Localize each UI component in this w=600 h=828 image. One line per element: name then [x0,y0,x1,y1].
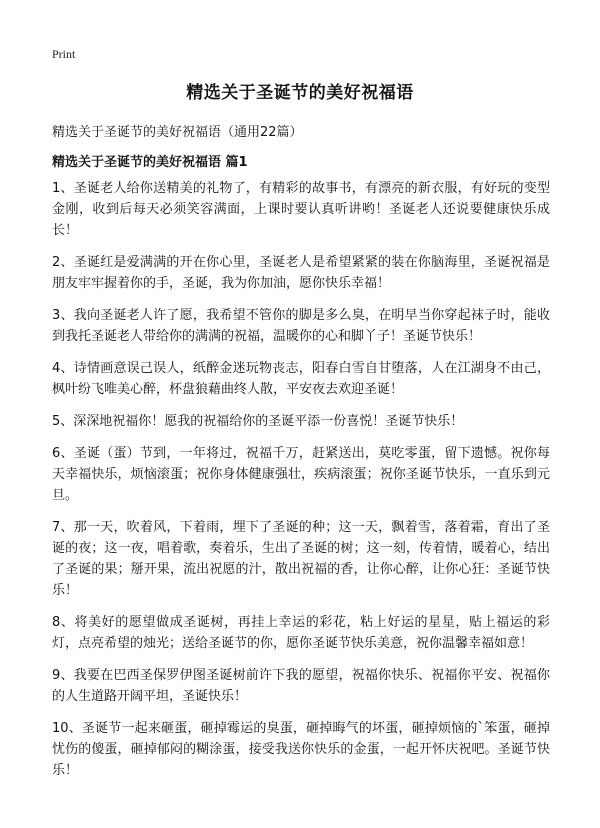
section-heading: 精选关于圣诞节的美好祝福语 篇1 [52,155,248,170]
paragraph: 8、将美好的愿望做成圣诞树，再挂上幸运的彩花，粘上好运的星星，贴上福运的彩灯，点亮希望的烛光；送给圣诞节的你，愿你圣诞节快乐美意，祝你温馨幸福如意！ [52,615,550,651]
paragraph: 1、圣诞老人给你送精美的礼物了，有精彩的故事书，有漂亮的新衣服，有好玩的变型金刚，收到后每天必须笑容满面，上课时要认真听讲哟！圣诞老人还说要健康快乐成长！ [52,181,550,238]
paragraph: 9、我要在巴西圣保罗伊图圣诞树前许下我的愿望，祝福你快乐、祝福你平安、祝福你的人生道路开阔平坦，圣诞快乐！ [52,668,550,704]
paragraph: 5、深深地祝福你！愿我的祝福给你的圣诞平添一份喜悦！圣诞节快乐！ [52,414,464,429]
paragraph: 7、那一天，吹着风，下着雨，埋下了圣诞的种；这一天，飘着雪，落着霜，育出了圣诞的夜；这一夜，唱着歌，奏着乐，生出了圣诞的树；这一刻，传着情，暖着心，结出了圣诞的果；掰开果，流出祝愿的汁，散出祝福的香，让你心醉，让你心狂：圣诞节快乐！ [52,520,550,598]
paragraph: 4、诗情画意误己误人，纸醉金迷玩物丧志，阳春白雪自甘堕落，人在江湖身不由己，枫叶纷飞唯美心醉，杯盘狼藉曲终人散，平安夜去欢迎圣诞！ [52,361,550,397]
paragraph: 6、圣诞（蛋）节到，一年将过，祝福千万，赶紧送出，莫吃零蛋，留下遗憾。祝你每天幸福快乐，烦恼滚蛋；祝你身体健康强壮，疾病滚蛋；祝你圣诞节快乐，一直乐到元旦。 [52,446,550,503]
paragraph: 2、圣诞红是爱满满的开在你心里，圣诞老人是希望紧紧的装在你脑海里，圣诞祝福是朋友牢牢握着你的手，圣诞，我为你加油，愿你快乐幸福！ [52,255,550,291]
document-subtitle: 精选关于圣诞节的美好祝福语（通用22篇） [52,125,303,140]
paragraph: 3、我向圣诞老人许了愿，我希望不管你的脚是多么臭，在明早当你穿起袜子时，能收到我托圣诞老人带给你的满满的祝福，温暖你的心和脚丫子！圣诞节快乐！ [52,308,550,344]
paragraph: 10、圣诞节一起来砸蛋，砸掉霉运的臭蛋，砸掉晦气的坏蛋，砸掉烦恼的`笨蛋，砸掉忧伤的傻蛋，砸掉郁闷的糊涂蛋，接受我送你快乐的金蛋，一起开怀庆祝吧。圣诞节快乐！ [52,721,550,778]
print-link[interactable]: Print [52,47,76,61]
page-title: 精选关于圣诞节的美好祝福语 [186,83,414,103]
paragraph-list [52,178,550,792]
